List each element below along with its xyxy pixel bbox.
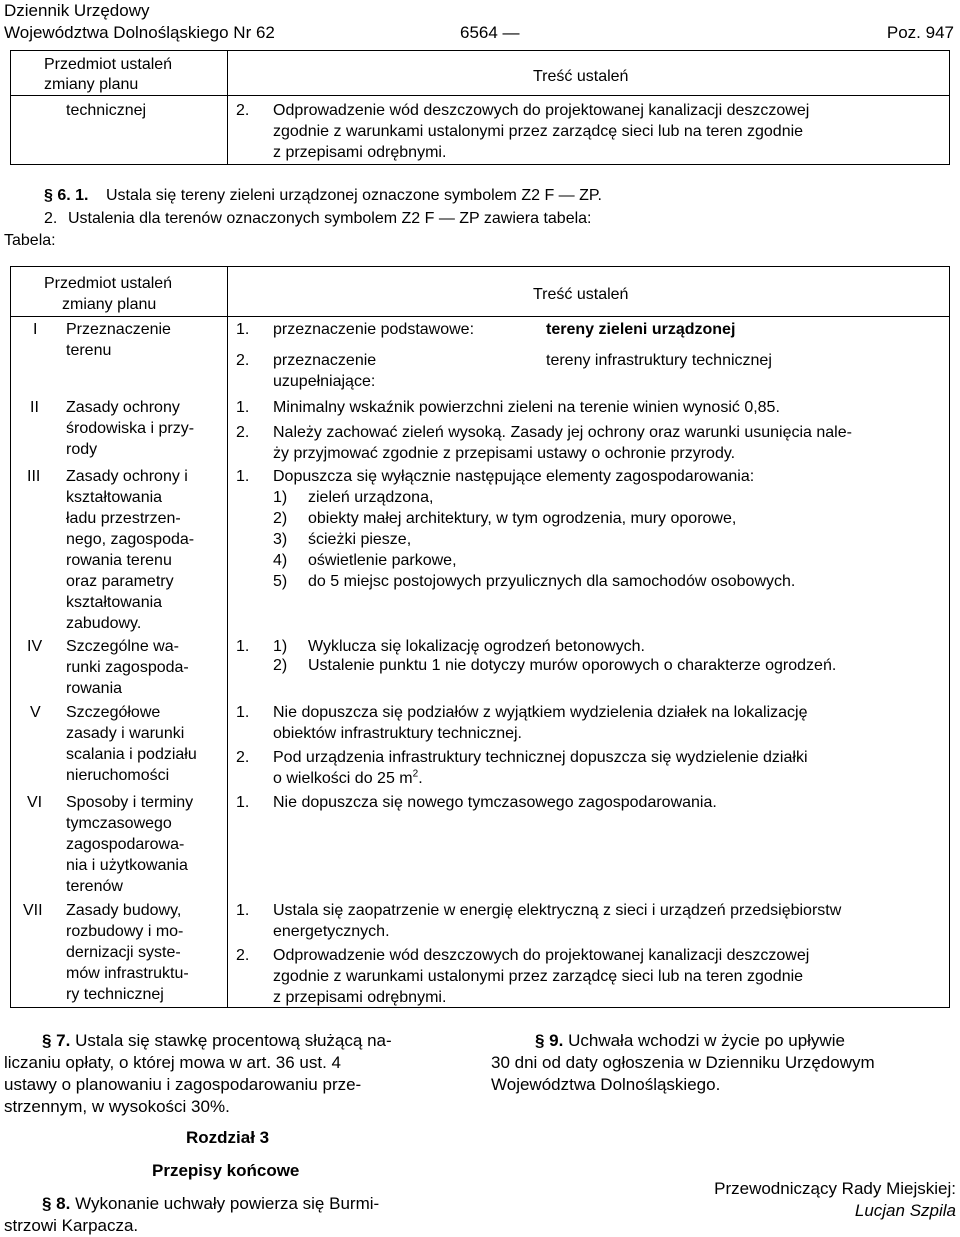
row-subject-line: oraz parametry [66,573,174,590]
main-head-col2: Treść ustaleń [533,286,629,303]
top-item-line3: z przepisami odrębnymi. [273,144,447,161]
row-subject-line: Zasady ochrony [66,399,180,416]
item-number: 2. [236,749,250,766]
item-number: 1. [236,468,250,485]
item-number: 1. [236,794,250,811]
row-subject-line: runki zagospoda- [66,659,189,676]
row-subject-line: zagospodarowa- [66,836,185,853]
section7-mark: § 7. [42,1031,71,1050]
row-subject-line: mów infrastruktu- [66,965,189,982]
content-line: Odprowadzenie wód deszczowych do projektowanej kanalizacji deszczowej [273,947,810,964]
content-line: z przepisami odrębnymi. [273,989,447,1006]
content-line: obiektów infrastruktury technicznej. [273,725,522,742]
journal-region: Województwa Dolnośląskiego Nr 62 [4,23,275,42]
chapter-title: Rozdział 3 [186,1128,270,1147]
row-number: III [27,468,41,485]
section8 [4,1193,470,1237]
journal-title: Dziennik Urzędowy [4,1,150,20]
subitem-number: 4) [273,552,288,569]
content-line: Nie dopuszcza się nowego tymczasowego zagospodarowania. [273,794,717,811]
content-line: Pod urządzenia infrastruktury technicznej dopuszcza się wydzielenie działki [273,749,808,766]
row-subject-line: środowiska i przy- [66,420,195,437]
subitem-number: 5) [273,573,288,590]
row-number: IV [27,638,43,655]
subitem-number: 2) [273,510,288,527]
row-subject-line: Szczególne wa- [66,638,179,655]
section7-line3: ustawy o planowaniu i zagospodarowaniu prze- [4,1075,362,1094]
section9-line3: Województwa Dolnośląskiego. [491,1075,721,1094]
top-head-col1-line2: zmiany planu [44,76,139,93]
content-line [273,768,423,789]
content-line: Ustala się zaopatrzenie w energię elektryczną z sieci i urządzeń przedsiębiorstw [273,902,842,919]
content-line: Należy zachować zieleń wysoką. Zasady jej ochrony oraz warunki usunięcia nale- [273,424,852,441]
subitem-number: 3) [273,531,288,548]
section7 [4,1030,470,1118]
top-item-line1: Odprowadzenie wód deszczowych do projektowanej kanalizacji deszczowej [273,102,810,119]
item-number: 2. [236,424,250,441]
area-superscript: 2 [412,768,419,780]
subitem-text: do 5 miejsc postojowych przyulicznych dla samochodów osobowych. [308,573,796,590]
top-head-col1-line1: Przedmiot ustaleń [44,56,173,73]
row-subject-line: rowania [66,680,123,697]
row-subject-line: terenu [66,342,112,359]
row-subject-line: nego, zagospoda- [66,531,195,548]
row-subject-line: Zasady budowy, [66,902,182,919]
tabela-label: Tabela: [4,232,56,249]
row-subject-line: dernizacji syste- [66,944,181,961]
subitem-text: obiekty małej architektury, w tym ogrodzenia, mury oporowe, [308,510,737,527]
top-item-line2: zgodnie z warunkami ustalonymi przez zarządcę sieci lub na teren zgodnie [273,123,804,140]
section8-mark: § 8. [42,1194,71,1213]
top-head-col2: Treść ustaleń [533,68,629,85]
content-line: Dopuszcza się wyłącznie następujące elementy zagospodarowania: [273,468,755,485]
row-number: VI [27,794,43,811]
top-item-number: 2. [236,102,250,119]
area-period: . [418,770,423,787]
main-head-col1-line2: zmiany planu [62,296,157,313]
row-subject-line: Przeznaczenie [66,321,171,338]
content-line: zgodnie z warunkami ustalonymi przez zarządcę sieci lub na teren zgodnie [273,968,804,985]
page-number: 6564 — [460,23,520,42]
supplementary-use-label: uzupełniające: [273,373,376,390]
row-subject-line: Szczegółowe [66,704,161,721]
section7-line2: liczaniu opłaty, o której mowa w art. 36 ust. 4 [4,1053,342,1072]
item-number: 1. [236,399,250,416]
item-number: 1. [236,638,250,655]
row-number: II [30,399,39,416]
section6-line1: Ustala się tereny zieleni urządzonej oznaczone symbolem Z2 F — ZP. [106,187,602,204]
subitem-text: Wyklucza się lokalizację ogrodzeń betonowych. [308,638,645,655]
row-subject-line: ry technicznej [66,986,164,1003]
section9-line2: 30 dni od daty ogłoszenia w Dzienniku Urzędowym [491,1053,875,1072]
section9-mark: § 9. [535,1031,564,1050]
top-cont-label: technicznej [66,102,147,119]
content-line: energetycznych. [273,923,390,940]
section7-line4: strzennym, w wysokości 30%. [4,1097,230,1116]
chapter-subtitle: Przepisy końcowe [152,1161,300,1180]
row-subject-line: zabudowy. [66,615,142,632]
subitem-text: ścieżki piesze, [308,531,412,548]
area-text: o wielkości do 25 m [273,770,413,787]
row-number: I [33,321,38,338]
row-subject-line: rowania terenu [66,552,172,569]
content-line: Minimalny wskaźnik powierzchni zieleni na terenie winien wynosić 0,85. [273,399,780,416]
item-number: 2. [236,947,250,964]
item-number: 2. [236,352,250,369]
row-subject-line: tymczasowego [66,815,172,832]
subitem-number: 1) [273,489,288,506]
section8-line2: strzowi Karpacza. [4,1216,139,1235]
section7-line1: Ustala się stawkę procentową służącą na- [75,1031,392,1050]
row-subject-line: rody [66,441,98,458]
supplementary-use-value: tereny infrastruktury technicznej [546,352,772,369]
signature-name: Lucjan Szpila [854,1201,956,1220]
row-subject-line: kształtowania [66,489,163,506]
section8-line1: Wykonanie uchwały powierza się Burmi- [75,1194,380,1213]
row-subject-line: scalania i podziału [66,746,197,763]
item-number: 1. [236,902,250,919]
row-subject-line: Sposoby i terminy [66,794,194,811]
supplementary-use-label: przeznaczenie [273,352,377,369]
row-number: VII [23,902,43,919]
signature-role: Przewodniczący Rady Miejskiej: [714,1179,956,1198]
section6-mark: § 6. 1. [44,187,89,204]
section6-line2: Ustalenia dla terenów oznaczonych symbolem Z2 F — ZP zawiera tabela: [68,210,592,227]
position-number: Poz. 947 [886,23,954,42]
row-subject-line: terenów [66,878,123,895]
row-subject-line: rozbudowy i mo- [66,923,184,940]
row-subject-line: kształtowania [66,594,163,611]
row-number: V [30,704,41,721]
primary-use-value: tereny zieleni urządzonej [546,321,736,338]
subitem-number: 2) [273,657,288,674]
section6-line2-mark: 2. [44,210,58,227]
content-line: Nie dopuszcza się podziałów z wyjątkiem wydzielenia działek na lokalizację [273,704,808,721]
subitem-text: zieleń urządzona, [308,489,434,506]
subitem-text: oświetlenie parkowe, [308,552,457,569]
section9 [491,1030,957,1096]
subitem-text: Ustalenie punktu 1 nie dotyczy murów oporowych o charakterze ogrodzeń. [308,657,837,674]
subitem-number: 1) [273,638,288,655]
row-subject-line: nieruchomości [66,767,170,784]
section9-line1: Uchwała wchodzi w życie po upływie [568,1031,845,1050]
content-line: ży przyjmować zgodnie z przepisami ustawy o ochronie przyrody. [273,445,736,462]
row-subject-line: nia i użytkowania [66,857,188,874]
item-number: 1. [236,321,250,338]
row-subject-line: Zasady ochrony i [66,468,188,485]
primary-use-label: przeznaczenie podstawowe: [273,321,475,338]
main-head-col1-line1: Przedmiot ustaleń [44,275,173,292]
row-subject-line: ładu przestrzen- [66,510,181,527]
row-subject-line: zasady i warunki [66,725,185,742]
item-number: 1. [236,704,250,721]
